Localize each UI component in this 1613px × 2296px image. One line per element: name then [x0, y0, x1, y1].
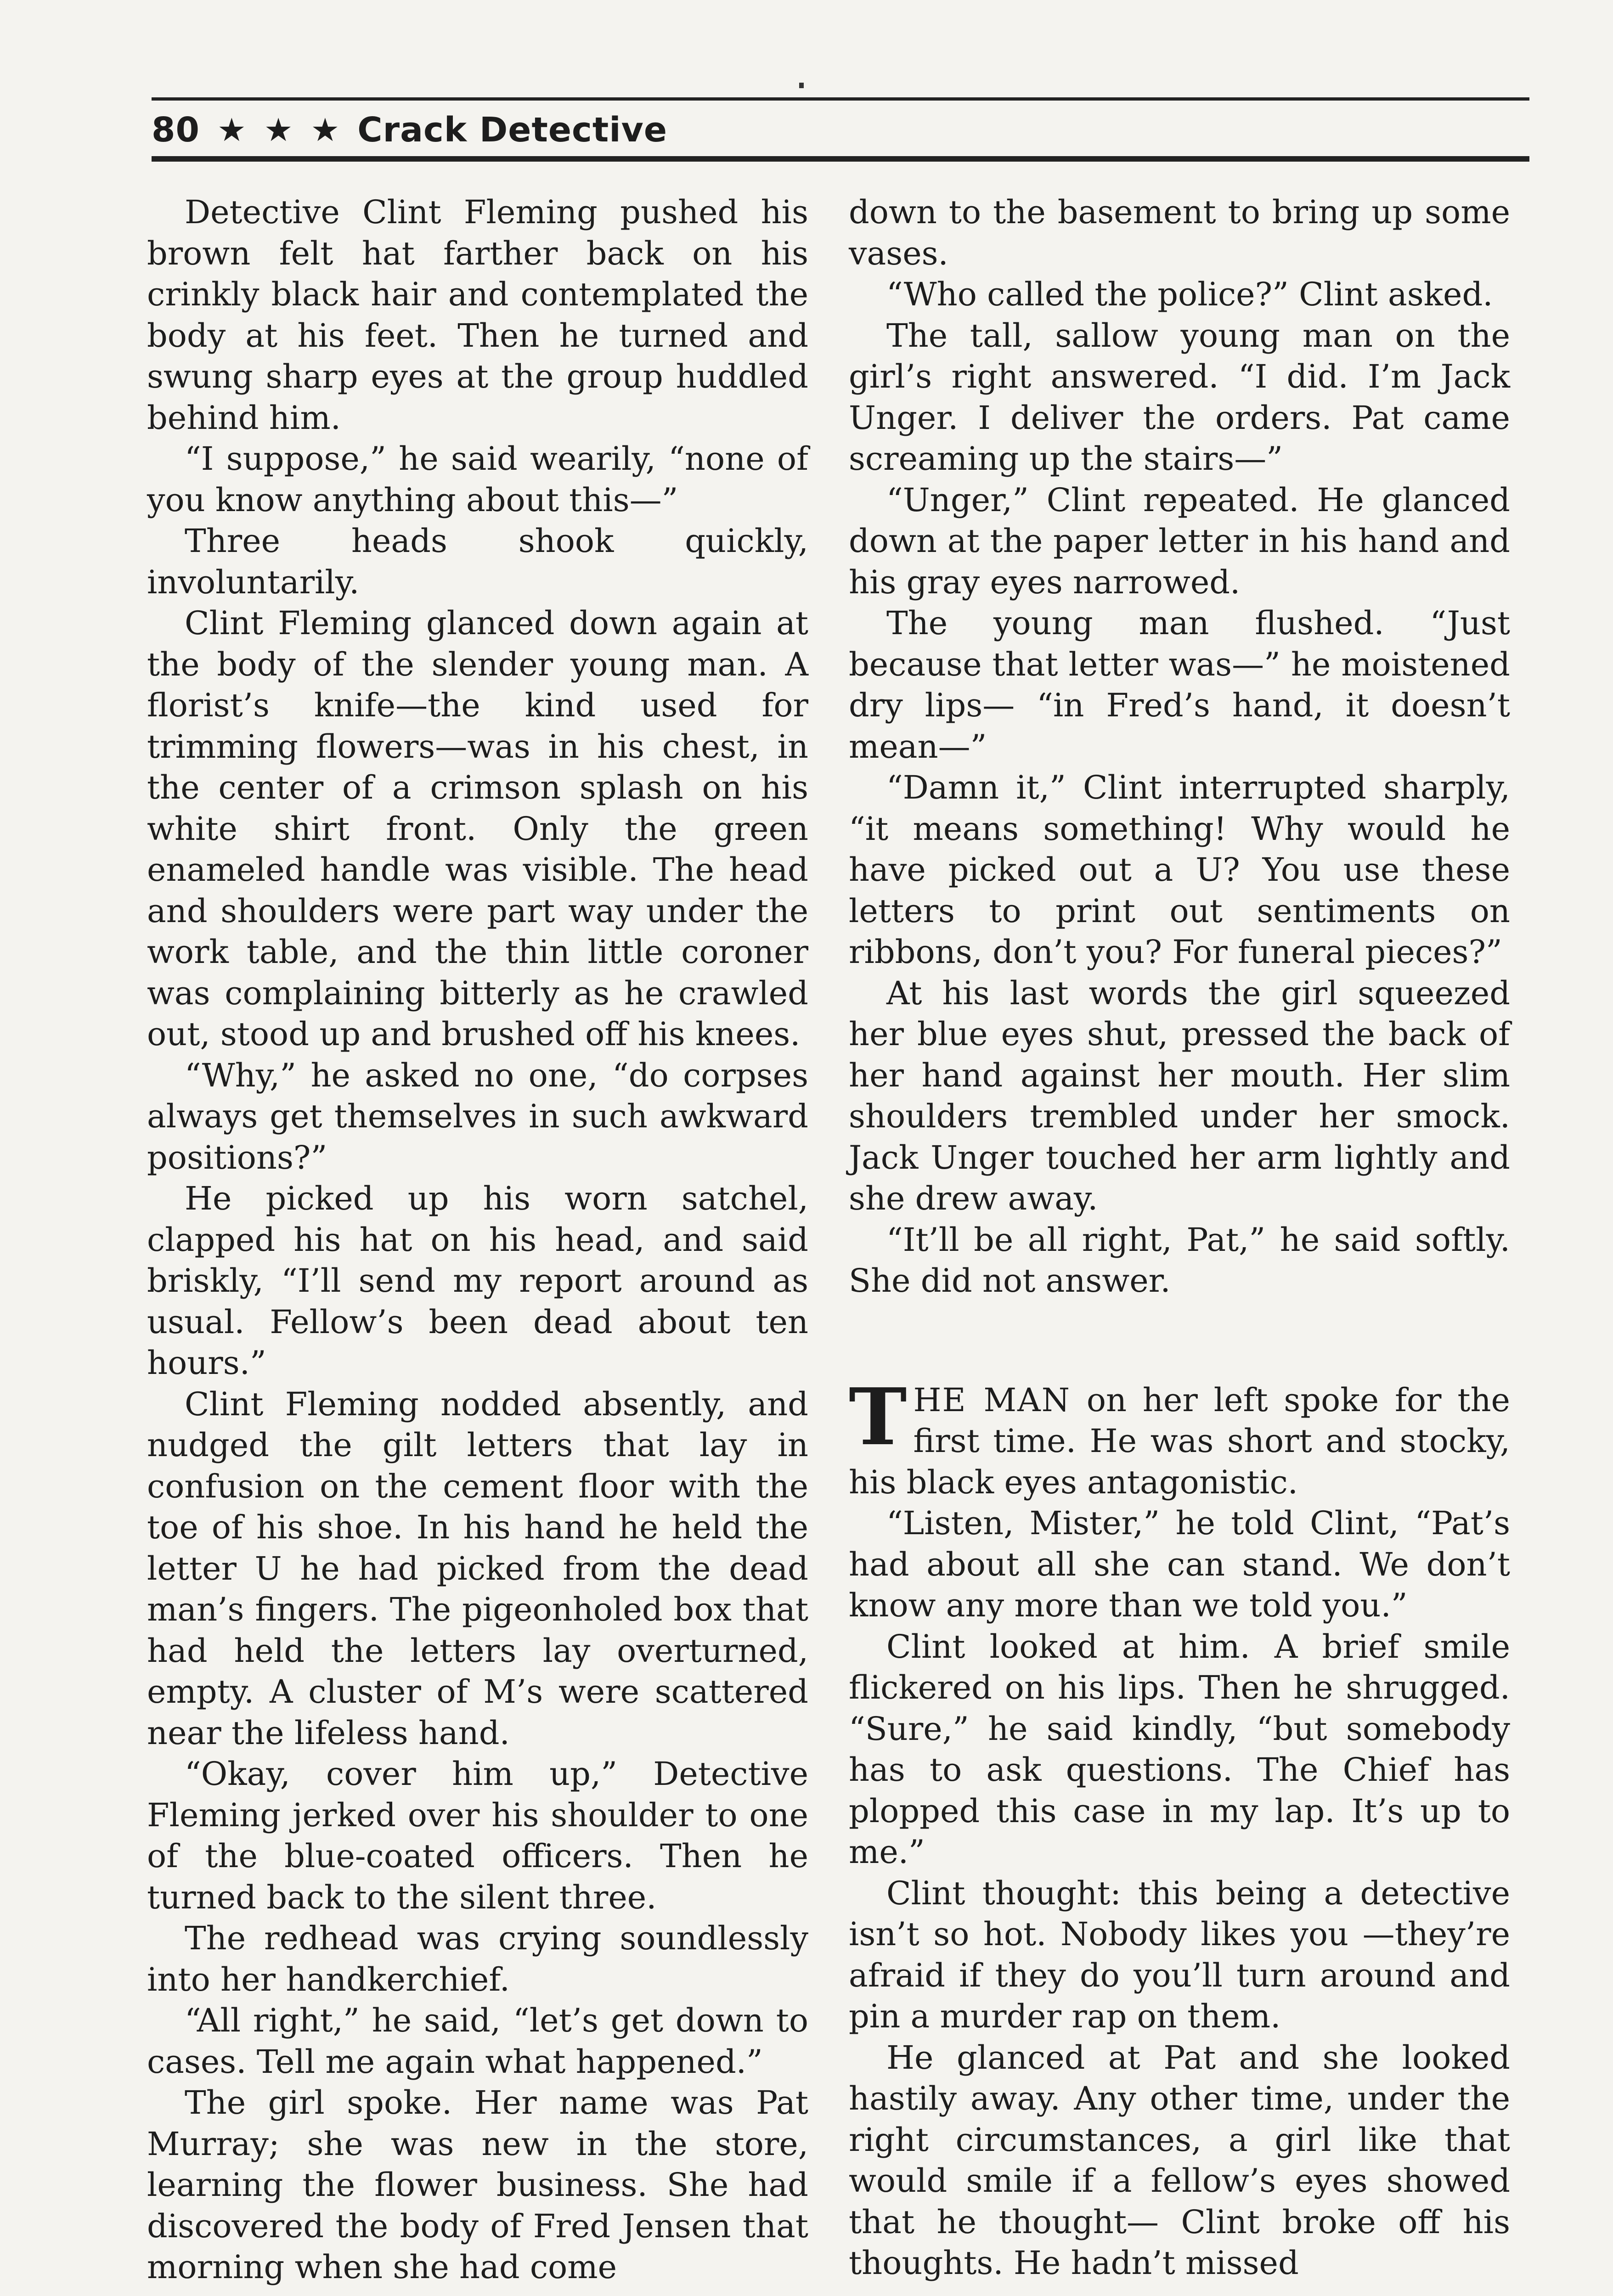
right-column: [849, 192, 1510, 2284]
drop-cap: T: [849, 1371, 907, 1463]
paragraph: He picked up his worn satchel, clapped his hat on his head, and said briskly, “I’ll send my report around as usual. Fellow’s been dead about ten hours.”: [147, 1180, 808, 1382]
paragraph: Clint looked at him. A brief smile flickered on his lips. Then he shrugged. “Sure,” he said kindly, “but somebody has to ask questions. The Chief has plopped this case in my lap. It’s up to me.”: [849, 1627, 1510, 1871]
left-column: [147, 192, 808, 2288]
lead-in: HE MAN: [913, 1381, 1071, 1419]
paragraph: “Why,” he asked no one, “do corpses always get themselves in such awkward positions?”: [147, 1056, 808, 1176]
paragraph: down to the basement to bring up some vases.: [849, 193, 1510, 272]
page-mark: [799, 83, 804, 88]
paragraph: “Unger,” Clint repeated. He glanced down at the paper letter in his hand and his gray eyes narrowed.: [849, 481, 1510, 601]
paragraph: Three heads shook quickly, involuntarily.: [147, 522, 808, 601]
star-icon: ★: [217, 111, 247, 149]
paragraph: The tall, sallow young man on the girl’s right answered. “I did. I’m Jack Unger. I deliver the orders. Pat came screaming up the stairs—”: [849, 316, 1510, 478]
star-icon: ★: [310, 111, 340, 149]
paragraph: Clint Fleming glanced down again at the body of the slender young man. A florist’s knife—the kind used for trimming flowers—was in his chest, in the center of a crimson splash on his white shirt front. Only the green enameled handle was visible. The head and shoulders were part way under the work table, and the thin little coroner was complaining bitterly as he crawled out, stood up and brushed off his knees.: [147, 604, 808, 1053]
paragraph: Clint Fleming nodded absently, and nudged the gilt letters that lay in confusion on the cement floor with the toe of his shoe. In his hand he held the letter U he had picked from the dead man’s fingers. The pigeonholed box that had held the letters lay overturned, empty. A cluster of M’s were scattered near the lifeless hand.: [147, 1385, 808, 1752]
paragraph: “Okay, cover him up,” Detective Fleming jerked over his shoulder to one of the blue-coated officers. Then he turned back to the silent three.: [147, 1755, 808, 1916]
header-rule-bottom: [152, 156, 1529, 162]
running-header: [152, 105, 1511, 155]
paragraph: He glanced at Pat and she looked hastily away. Any other time, under the right circumstances, a girl like that would smile if a fellow’s eyes showed that he thought— Clint broke off his thoughts. He hadn’t missed: [849, 2038, 1510, 2282]
paragraph: At his last words the girl squeezed her blue eyes shut, pressed the back of her hand against her mouth. Her slim shoulders trembled under her smock. Jack Unger touched her arm lightly and she drew away.: [849, 974, 1510, 1217]
paragraph: The young man flushed. “Just because that letter was—” he moistened dry lips— “in Fred’s hand, it doesn’t mean—”: [849, 604, 1510, 765]
paragraph: “It’ll be all right, Pat,” he said softly. She did not answer.: [849, 1221, 1510, 1300]
header-rule-top: [152, 97, 1529, 101]
paragraph-text: on her left spoke for the first time. He was short and stocky, his black eyes antagonistic.: [849, 1381, 1510, 1501]
star-icon: ★: [264, 111, 293, 149]
paragraph: “I suppose,” he said wearily, “none of you know anything about this—”: [147, 440, 808, 519]
section-opening-paragraph: [849, 1371, 1510, 1503]
page-number: 80: [152, 110, 200, 150]
paragraph: “All right,” he said, “let’s get down to cases. Tell me again what happened.”: [147, 2002, 808, 2081]
paragraph: “Who called the police?” Clint asked.: [886, 276, 1493, 313]
paragraph: “Damn it,” Clint interrupted sharply, “it means something! Why would he have picked out a U? You use these letters to print out sentiments on ribbons, don’t you? For funeral pieces?”: [849, 769, 1510, 971]
paragraph: The redhead was crying soundlessly into her handkerchief.: [147, 1919, 808, 1998]
paragraph: “Listen, Mister,” he told Clint, “Pat’s had about all she can stand. We don’t know any more than we told you.”: [849, 1504, 1510, 1624]
paragraph: Detective Clint Fleming pushed his brown felt hat farther back on his crinkly black hair and contemplated the body at his feet. Then he turned and swung sharp eyes at the group huddled behind him.: [147, 193, 808, 437]
section-break: [849, 1302, 1510, 1380]
paragraph: Clint thought: this being a detective isn’t so hot. Nobody likes you —they’re afraid if they do you’ll turn around and pin a murder rap on them.: [849, 1874, 1510, 2035]
magazine-title: Crack Detective: [357, 110, 668, 150]
paragraph: The girl spoke. Her name was Pat Murray; she was new in the store, learning the flower business. She had discovered the body of Fred Jensen that morning when she had come: [147, 2084, 808, 2286]
